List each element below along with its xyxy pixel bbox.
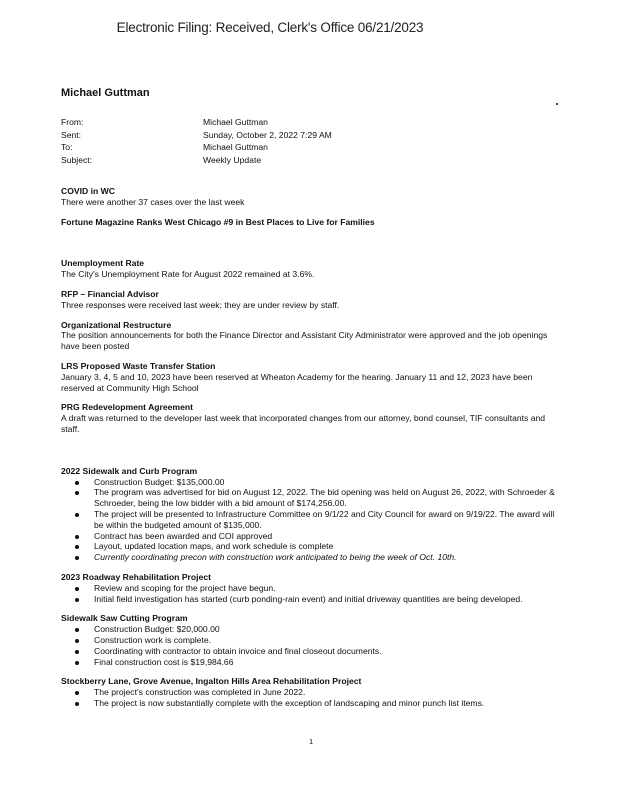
meta-label: To:	[61, 142, 73, 153]
section-title: RFP – Financial Advisor	[61, 288, 159, 299]
section-title: 2023 Roadway Rehabilitation Project	[61, 571, 211, 582]
bullet-list	[61, 583, 561, 605]
list-item: Coordinating with contractor to obtain invoice and final closeout documents.	[94, 646, 561, 657]
section-text: Three responses were received last week; they are under review by staff.	[61, 299, 340, 310]
section-text: A draft was returned to the developer last week that incorporated changes from our attorney, bond counsel, TIF consultants and staff.	[61, 413, 546, 434]
scan-speck	[556, 103, 558, 105]
filing-stamp: Electronic Filing: Received, Clerk's Office 06/21/2023	[116, 20, 424, 35]
meta-sent	[61, 129, 332, 142]
section-title: COVID in WC	[61, 186, 115, 196]
section-text: The City's Unemployment Rate for August 2022 remained at 3.6%.	[61, 269, 315, 280]
email-body	[61, 186, 561, 718]
section-stockberry	[61, 676, 561, 708]
section-title: LRS Proposed Waste Transfer Station	[61, 360, 216, 371]
section-unemployment	[61, 258, 561, 280]
section-rfp	[61, 289, 561, 311]
section-prg	[61, 402, 561, 434]
list-item: Contract has been awarded and COI approved	[94, 531, 561, 542]
list-item: Layout, updated location maps, and work schedule is complete	[94, 541, 561, 552]
email-header	[61, 116, 332, 166]
section-sidewalk-curb	[61, 466, 561, 563]
section-restructure	[61, 320, 561, 352]
meta-subject	[61, 154, 332, 167]
section-title: Fortune Magazine Ranks West Chicago #9 in Best Places to Live for Families	[61, 216, 375, 227]
list-item: Construction Budget: $20,000.00	[94, 624, 561, 635]
section-title: Organizational Restructure	[61, 319, 172, 330]
page-number: 1	[309, 737, 314, 746]
section-title: PRG Redevelopment Agreement	[61, 402, 193, 413]
list-item: The project is now substantially complete with the exception of landscaping and minor punch list items.	[94, 698, 561, 709]
section-fortune	[61, 217, 561, 228]
meta-value: Weekly Update	[203, 154, 262, 165]
section-saw-cutting	[61, 613, 561, 667]
meta-value: Michael Guttman	[203, 142, 268, 153]
meta-to	[61, 141, 332, 154]
bullet-list	[61, 624, 561, 667]
section-roadway	[61, 572, 561, 604]
bullet-list	[61, 687, 561, 709]
list-item: The project will be presented to Infrastructure Committee on 9/1/22 and City Council for award on 9/19/22. The award will be within the budgeted amount of $135,000.	[94, 509, 561, 531]
section-text: There were another 37 cases over the last week	[61, 196, 245, 207]
meta-label: Sent:	[61, 129, 82, 140]
list-item: Initial field investigation has started (curb ponding-rain event) and initial driveway quantities are being developed.	[94, 594, 561, 605]
meta-value: Michael Guttman	[203, 117, 268, 127]
section-text: The position announcements for both the Finance Director and Assistant City Administrator were approved and the job openings have been posted	[61, 330, 548, 352]
list-item: Currently coordinating precon with construction work anticipated to being the week of Oct. 10th.	[94, 552, 561, 563]
list-item: Construction work is complete.	[94, 635, 561, 646]
list-item: Final construction cost is $19,984.66	[94, 657, 561, 668]
bullet-list	[61, 477, 561, 563]
meta-label: From:	[61, 117, 84, 127]
sender-name: Michael Guttman	[61, 87, 150, 99]
list-item: The project's construction was completed in June 2022.	[94, 687, 561, 698]
section-title: Sidewalk Saw Cutting Program	[61, 613, 188, 624]
section-title: Unemployment Rate	[61, 258, 145, 269]
section-covid	[61, 186, 561, 208]
section-title: Stockberry Lane, Grove Avenue, Ingalton Hills Area Rehabilitation Project	[61, 676, 362, 687]
section-text: January 3, 4, 5 and 10, 2023 have been reserved at Wheaton Academy for the hearing. January 11 and 12, 2023 have been reserved at Community High School	[61, 371, 533, 393]
meta-from	[61, 116, 332, 129]
meta-value: Sunday, October 2, 2022 7:29 AM	[203, 129, 332, 140]
list-item: Review and scoping for the project have begun.	[94, 583, 561, 594]
section-lrs	[61, 361, 561, 393]
list-item: The program was advertised for bid on August 12, 2022. The bid opening was held on August 26, 2022, with Schroeder & Schroeder, being the low bidder with a bid amount of $174,256.00.	[94, 487, 561, 509]
meta-label: Subject:	[61, 154, 93, 165]
list-item: Construction Budget: $135,000.00	[94, 477, 561, 488]
section-title: 2022 Sidewalk and Curb Program	[61, 465, 198, 476]
